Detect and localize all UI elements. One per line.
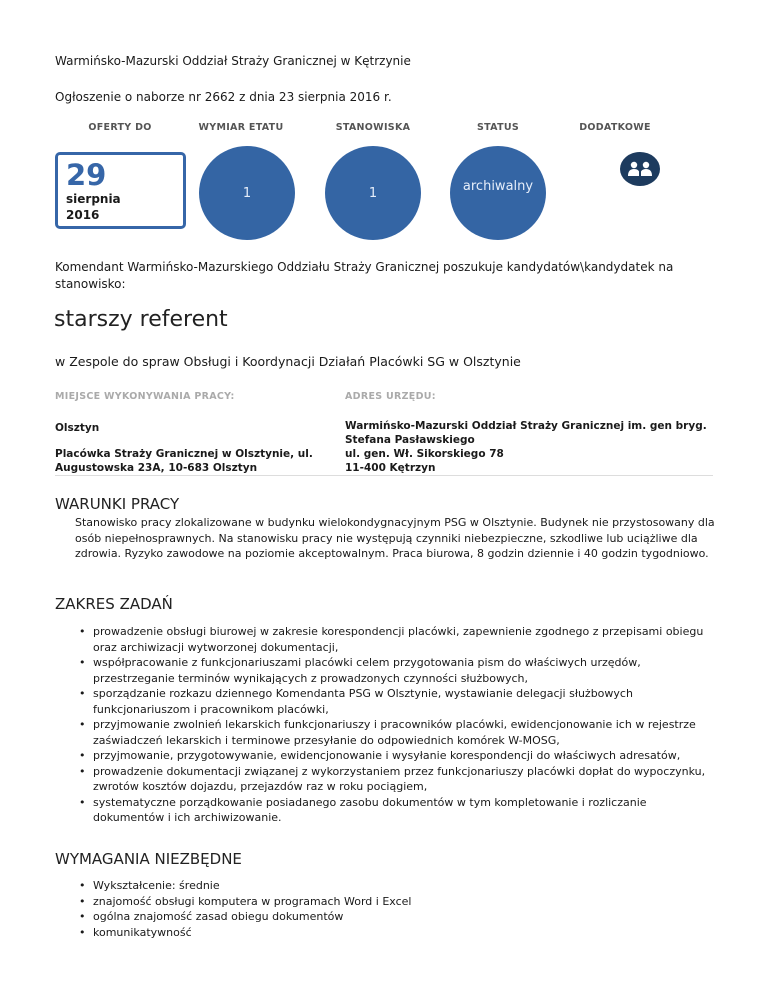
list-item: • systematyczne porządkowanie posiadanego zasobu dokumentów w tym kompletowanie i rozliczanie dokumentów i ich archiwizowanie. — [93, 795, 713, 826]
workplace-address — [55, 447, 313, 475]
office-address-line4: 11-400 Kętrzyn — [345, 462, 436, 474]
office-address-line3: ul. gen. Wł. Sikorskiego 78 — [345, 448, 504, 460]
requirements-list — [93, 878, 693, 940]
list-item: • znajomość obsługi komputera w programach Word i Excel — [93, 894, 693, 910]
department: w Zespole do spraw Obsługi i Koordynacji Działań Placówki SG w Olsztynie — [55, 354, 521, 369]
hours-circle — [199, 146, 295, 240]
intro-text: Komendant Warmińsko-Mazurskiego Oddziału Straży Granicznej poszukuje kandydatów\kandydatek na stanowisko: — [55, 260, 674, 291]
workplace-city: Olsztyn — [55, 422, 100, 434]
duties-list — [93, 624, 713, 826]
offers-until-label: OFERTY DO — [88, 122, 152, 133]
list-item: • Wykształcenie: średnie — [93, 878, 693, 894]
announcement-title: Ogłoszenie o naborze nr 2662 z dnia 23 sierpnia 2016 r. — [55, 90, 392, 104]
status-label: STATUS — [476, 122, 520, 133]
list-item: • sporządzanie rozkazu dziennego Komendanta PSG w Olsztynie, wystawianie delegacji służbowych funkcjonariuszom i pracownikom placówki, — [93, 686, 713, 717]
office-address-line1: Warmińsko-Mazurski Oddział Straży Granicznej im. gen bryg. — [345, 420, 707, 432]
hours-value: 1 — [242, 186, 252, 201]
status-value: archiwalny — [462, 179, 534, 194]
list-item: • prowadzenie dokumentacji związanej z wykorzystaniem przez funkcjonariuszy placówki dopłat do wypoczynku, zwrotów kosztów dojazdu, przejazdów raz w roku pociągiem, — [93, 764, 713, 795]
deadline-date-box — [55, 152, 186, 229]
deadline-year: 2016 — [66, 208, 100, 222]
list-item: • komunikatywność — [93, 925, 693, 941]
conditions-heading: WARUNKI PRACY — [55, 495, 180, 513]
list-item: • współpracowanie z funkcjonariuszami placówki celem przygotowania pism do właściwych urzędów, przestrzeganie terminów wynikających z prowadzonych czynności służbowych, — [93, 655, 713, 686]
office-address — [345, 419, 707, 475]
divider — [55, 475, 713, 476]
hours-label: WYMIAR ETATU — [198, 122, 284, 133]
workplace-address-line1: Placówka Straży Granicznej w Olsztynie, ul. — [55, 448, 313, 460]
positions-label: STANOWISKA — [335, 122, 411, 133]
positions-circle — [325, 146, 421, 240]
list-item: • ogólna znajomość zasad obiegu dokumentów — [93, 909, 693, 925]
conditions-text: Stanowisko pracy zlokalizowane w budynku wielokondygnacyjnym PSG w Olsztynie. Budynek nie przystosowany dla osób niepełnosprawnych. Na stanowisku pracy nie występują czynniki niebezpieczne, szkodliwe lub uciążliwe dla zdrowia. Ryzyko zawodowe na poziomie akceptowalnym. Praca biurowa, 8 godzin dziennie i 40 godzin tygodniowo. — [75, 516, 715, 560]
office-label: ADRES URZĘDU: — [345, 391, 436, 402]
deadline-month: sierpnia — [66, 192, 121, 206]
duties-heading: ZAKRES ZADAŃ — [55, 595, 173, 613]
positions-value: 1 — [368, 186, 378, 201]
list-item: • prowadzenie obsługi biurowej w zakresie korespondencji placówki, zapewnienie zgodnego z przepisami obiegu oraz archiwizacji wytworzonej dokumentacji, — [93, 624, 713, 655]
additional-label: DODATKOWE — [579, 122, 651, 133]
organization-name: Warmińsko-Mazurski Oddział Straży Granicznej w Kętrzynie — [55, 54, 411, 68]
requirements-heading: WYMAGANIA NIEZBĘDNE — [55, 850, 242, 868]
deadline-day: 29 — [66, 158, 107, 192]
job-title: starszy referent — [54, 307, 228, 332]
list-item: • przyjmowanie zwolnień lekarskich funkcjonariuszy i pracowników placówki, ewidencjonowanie ich w rejestrze zaświadczeń lekarskich i terminowe przesyłanie do odpowiednich komórek W-MOSG, — [93, 717, 713, 748]
status-circle — [450, 146, 546, 240]
people-icon[interactable] — [620, 152, 660, 186]
workplace-address-line2: Augustowska 23A, 10-683 Olsztyn — [55, 462, 258, 474]
workplace-label: MIEJSCE WYKONYWANIA PRACY: — [55, 391, 235, 402]
list-item: • przyjmowanie, przygotowywanie, ewidencjonowanie i wysyłanie korespondencji do właściwych adresatów, — [93, 748, 713, 764]
office-address-line2: Stefana Pasławskiego — [345, 434, 475, 446]
